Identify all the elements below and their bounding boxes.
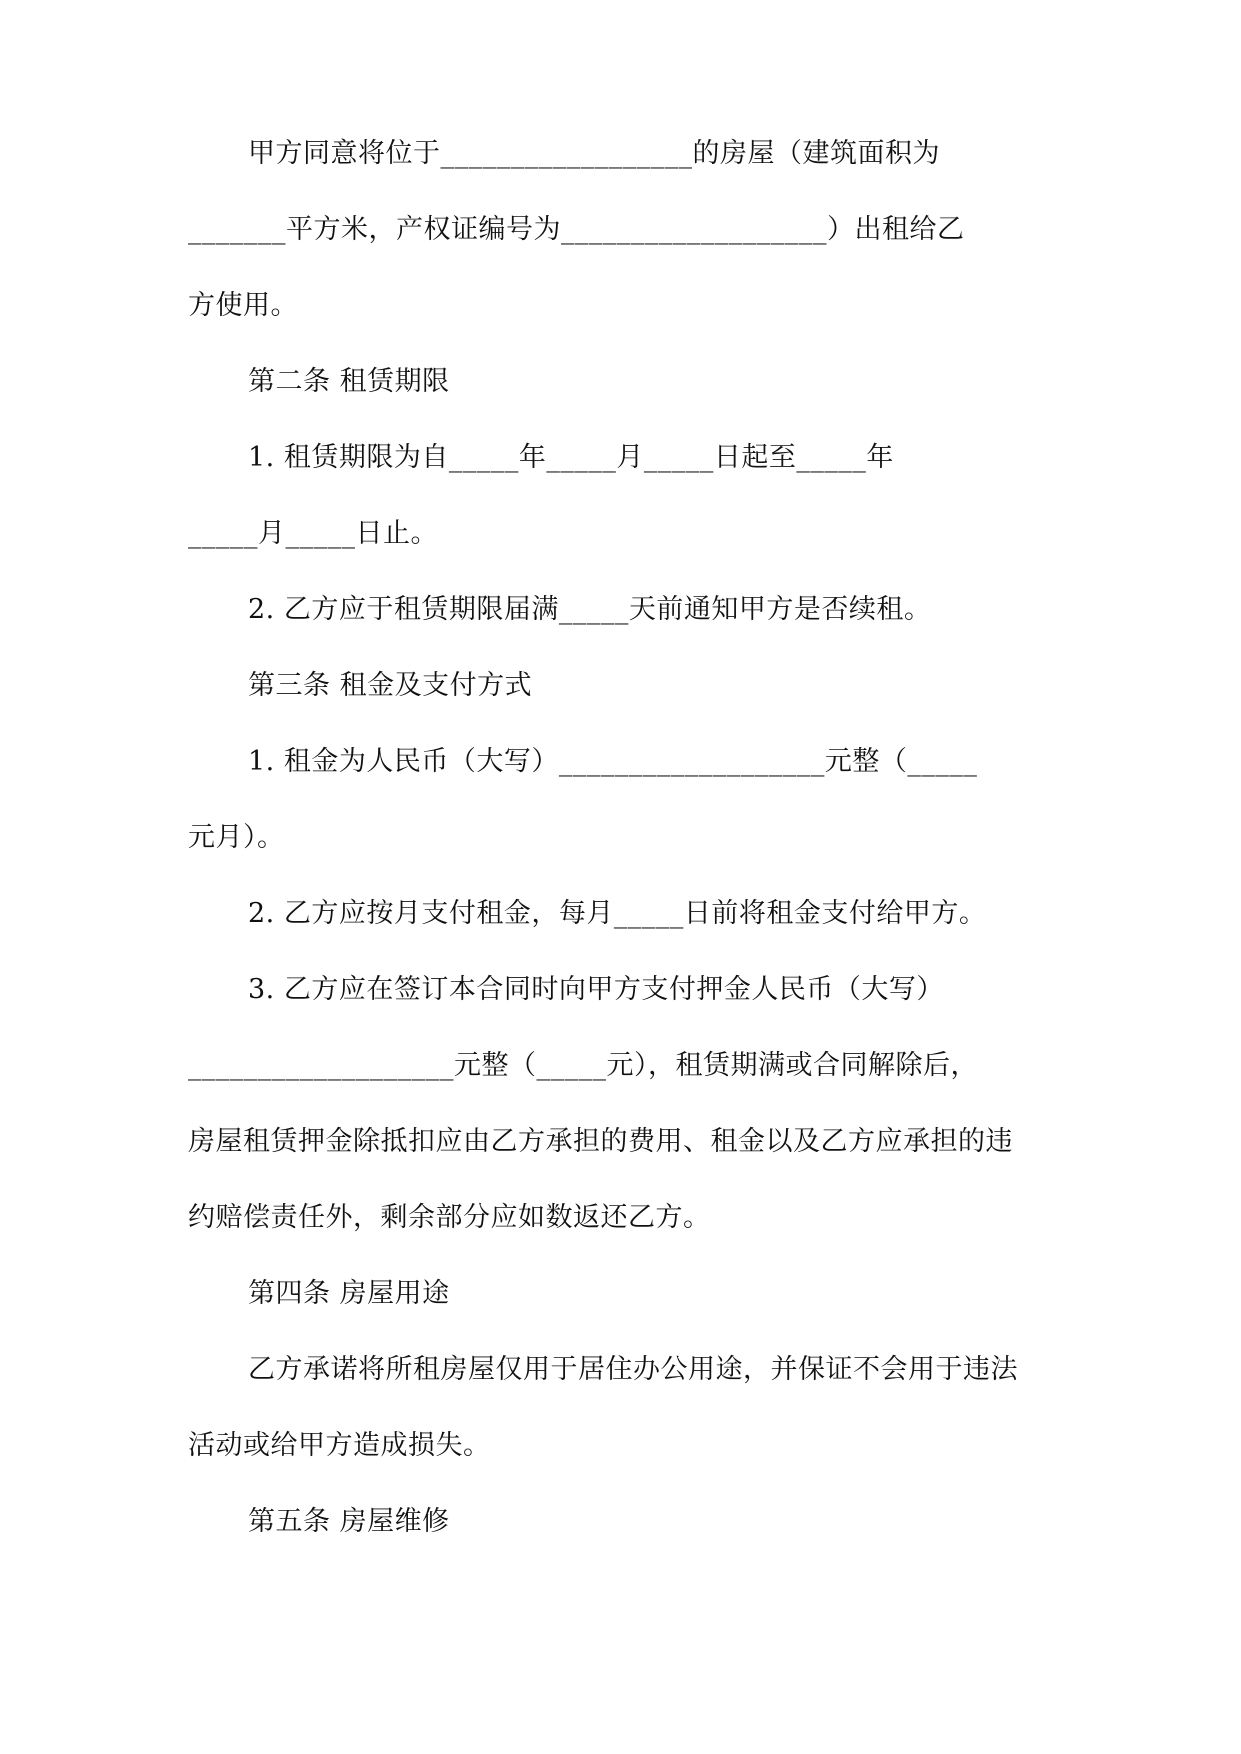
article-4-body-line-2: 活动或给甲方造成损失。 [188, 1430, 491, 1461]
article-4-heading: 第四条 房屋用途 [248, 1278, 450, 1309]
article-4-body-line-1: 乙方承诺将所租房屋仅用于居住办公用途，并保证不会用于违法 [248, 1354, 1018, 1385]
article-2-item-2: 2. 乙方应于租赁期限届满_____天前通知甲方是否续租。 [248, 594, 932, 625]
article-3-item-1-line-1: 1. 租金为人民币（大写）___________________元整（_____ [248, 746, 978, 777]
article-3-heading: 第三条 租金及支付方式 [248, 670, 533, 701]
para-lease-location-line-3: 方使用。 [188, 290, 298, 321]
article-3-item-2: 2. 乙方应按月支付租金，每月_____日前将租金支付给甲方。 [248, 898, 987, 929]
article-3-item-3-line-2: ___________________元整（_____元），租赁期满或合同解除后， [188, 1050, 978, 1081]
article-2-item-1-line-1: 1. 租赁期限为自_____年_____月_____日起至_____年 [248, 442, 894, 473]
article-3-item-3-line-4: 约赔偿责任外，剩余部分应如数返还乙方。 [188, 1202, 711, 1233]
para-lease-location-line-2: _______平方米，产权证编号为___________________）出租给乙 [188, 214, 965, 245]
article-3-item-1-line-2: 元月）。 [188, 822, 285, 853]
article-5-heading: 第五条 房屋维修 [248, 1506, 450, 1537]
article-2-heading: 第二条 租赁期限 [248, 366, 450, 397]
article-3-item-3-line-1: 3. 乙方应在签订本合同时向甲方支付押金人民币（大写） [248, 974, 944, 1005]
article-3-item-3-line-3: 房屋租赁押金除抵扣应由乙方承担的费用、租金以及乙方应承担的违 [188, 1126, 1013, 1157]
para-lease-location-line-1: 甲方同意将位于__________________的房屋（建筑面积为 [248, 138, 940, 169]
article-2-item-1-line-2: _____月_____日止。 [188, 518, 438, 549]
